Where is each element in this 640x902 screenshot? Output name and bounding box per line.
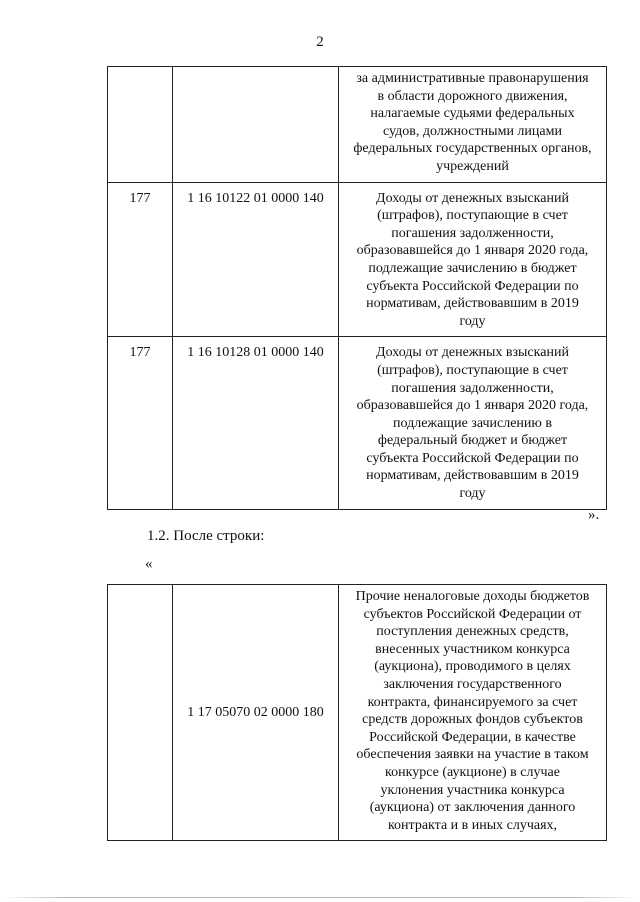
description-line: контракта и в иных случаях,: [387, 817, 558, 833]
description-line: субъектов Российской Федерации от: [363, 606, 582, 622]
description-line: Прочие неналоговые доходы бюджетов: [355, 589, 590, 604]
description-line: нормативам, действовавшим в 2019: [366, 468, 579, 484]
description-line: субъекта Российской Федерации по: [366, 278, 579, 294]
description-line: в области дорожного движения,: [377, 88, 568, 104]
admin-code-cell: 177: [108, 337, 173, 509]
description-line: федеральный бюджет и бюджет: [377, 433, 568, 449]
budget-codes-table-insert: [107, 584, 607, 841]
description-line: федеральных государственных органов,: [353, 141, 592, 157]
opening-quote: «: [145, 556, 153, 572]
description-line: средств дорожных фондов субъектов: [362, 712, 583, 728]
scan-edge: [0, 897, 640, 898]
description-line: подлежащие зачислению в бюджет: [368, 260, 577, 276]
budget-classification-code-cell: 1 16 10128 01 0000 140: [173, 337, 339, 509]
description-line: подлежащие зачислению в: [393, 415, 552, 431]
description-line: (аукциона), проводимого в целях: [374, 659, 571, 675]
description-line: заключения государственного: [383, 676, 562, 692]
description-line: уклонения участника конкурса: [380, 782, 565, 798]
table-row: [108, 337, 607, 509]
description-line: образовавшейся до 1 января 2020 года,: [356, 243, 589, 259]
budget-classification-code-cell: [173, 67, 339, 183]
description-line: за административные правонарушения: [356, 71, 589, 86]
budget-codes-table: [107, 66, 607, 510]
income-description-cell: [339, 585, 607, 841]
admin-code-cell: [108, 585, 173, 841]
description-line: судов, должностными лицами: [383, 123, 562, 139]
description-line: конкурсе (аукционе) в случае: [385, 764, 560, 780]
table-row: [108, 585, 607, 841]
description-line: поступления денежных средств,: [376, 624, 569, 640]
description-line: погашения задолженности,: [391, 225, 554, 241]
description-line: обеспечения заявки на участие в таком: [356, 747, 589, 763]
description-line: году: [459, 313, 486, 329]
description-line: налагаемые судьями федеральных: [370, 106, 575, 122]
description-line: (штрафов), поступающие в счет: [377, 208, 568, 224]
description-line: Доходы от денежных взысканий: [376, 345, 569, 361]
description-line: (аукциона) от заключения данного: [369, 800, 576, 816]
admin-code-cell: 177: [108, 182, 173, 337]
description-line: (штрафов), поступающие в счет: [377, 362, 568, 378]
table-row: [108, 182, 607, 337]
closing-quote: ».: [588, 507, 600, 523]
description-line: погашения задолженности,: [391, 380, 554, 396]
page-number: 2: [316, 34, 324, 50]
description-line: нормативам, действовавшим в 2019: [366, 296, 579, 312]
description-line: внесенных участником конкурса: [375, 641, 570, 657]
description-line: субъекта Российской Федерации по: [366, 450, 579, 466]
section-heading: 1.2. После строки:: [147, 528, 265, 544]
income-description-cell: [339, 67, 607, 183]
table-row: [108, 67, 607, 183]
description-line: учреждений: [436, 158, 509, 174]
description-line: контракта, финансируемого за счет: [367, 694, 578, 710]
budget-classification-code-cell: 1 16 10122 01 0000 140: [173, 182, 339, 337]
admin-code-cell: [108, 67, 173, 183]
description-line: Доходы от денежных взысканий: [376, 190, 569, 206]
description-line: Российской Федерации, в качестве: [369, 729, 576, 745]
income-description-cell: [339, 337, 607, 509]
income-description-cell: [339, 182, 607, 337]
description-line: образовавшейся до 1 января 2020 года,: [356, 398, 589, 414]
budget-classification-code-cell: 1 17 05070 02 0000 180: [173, 585, 339, 841]
description-line: году: [459, 486, 486, 502]
